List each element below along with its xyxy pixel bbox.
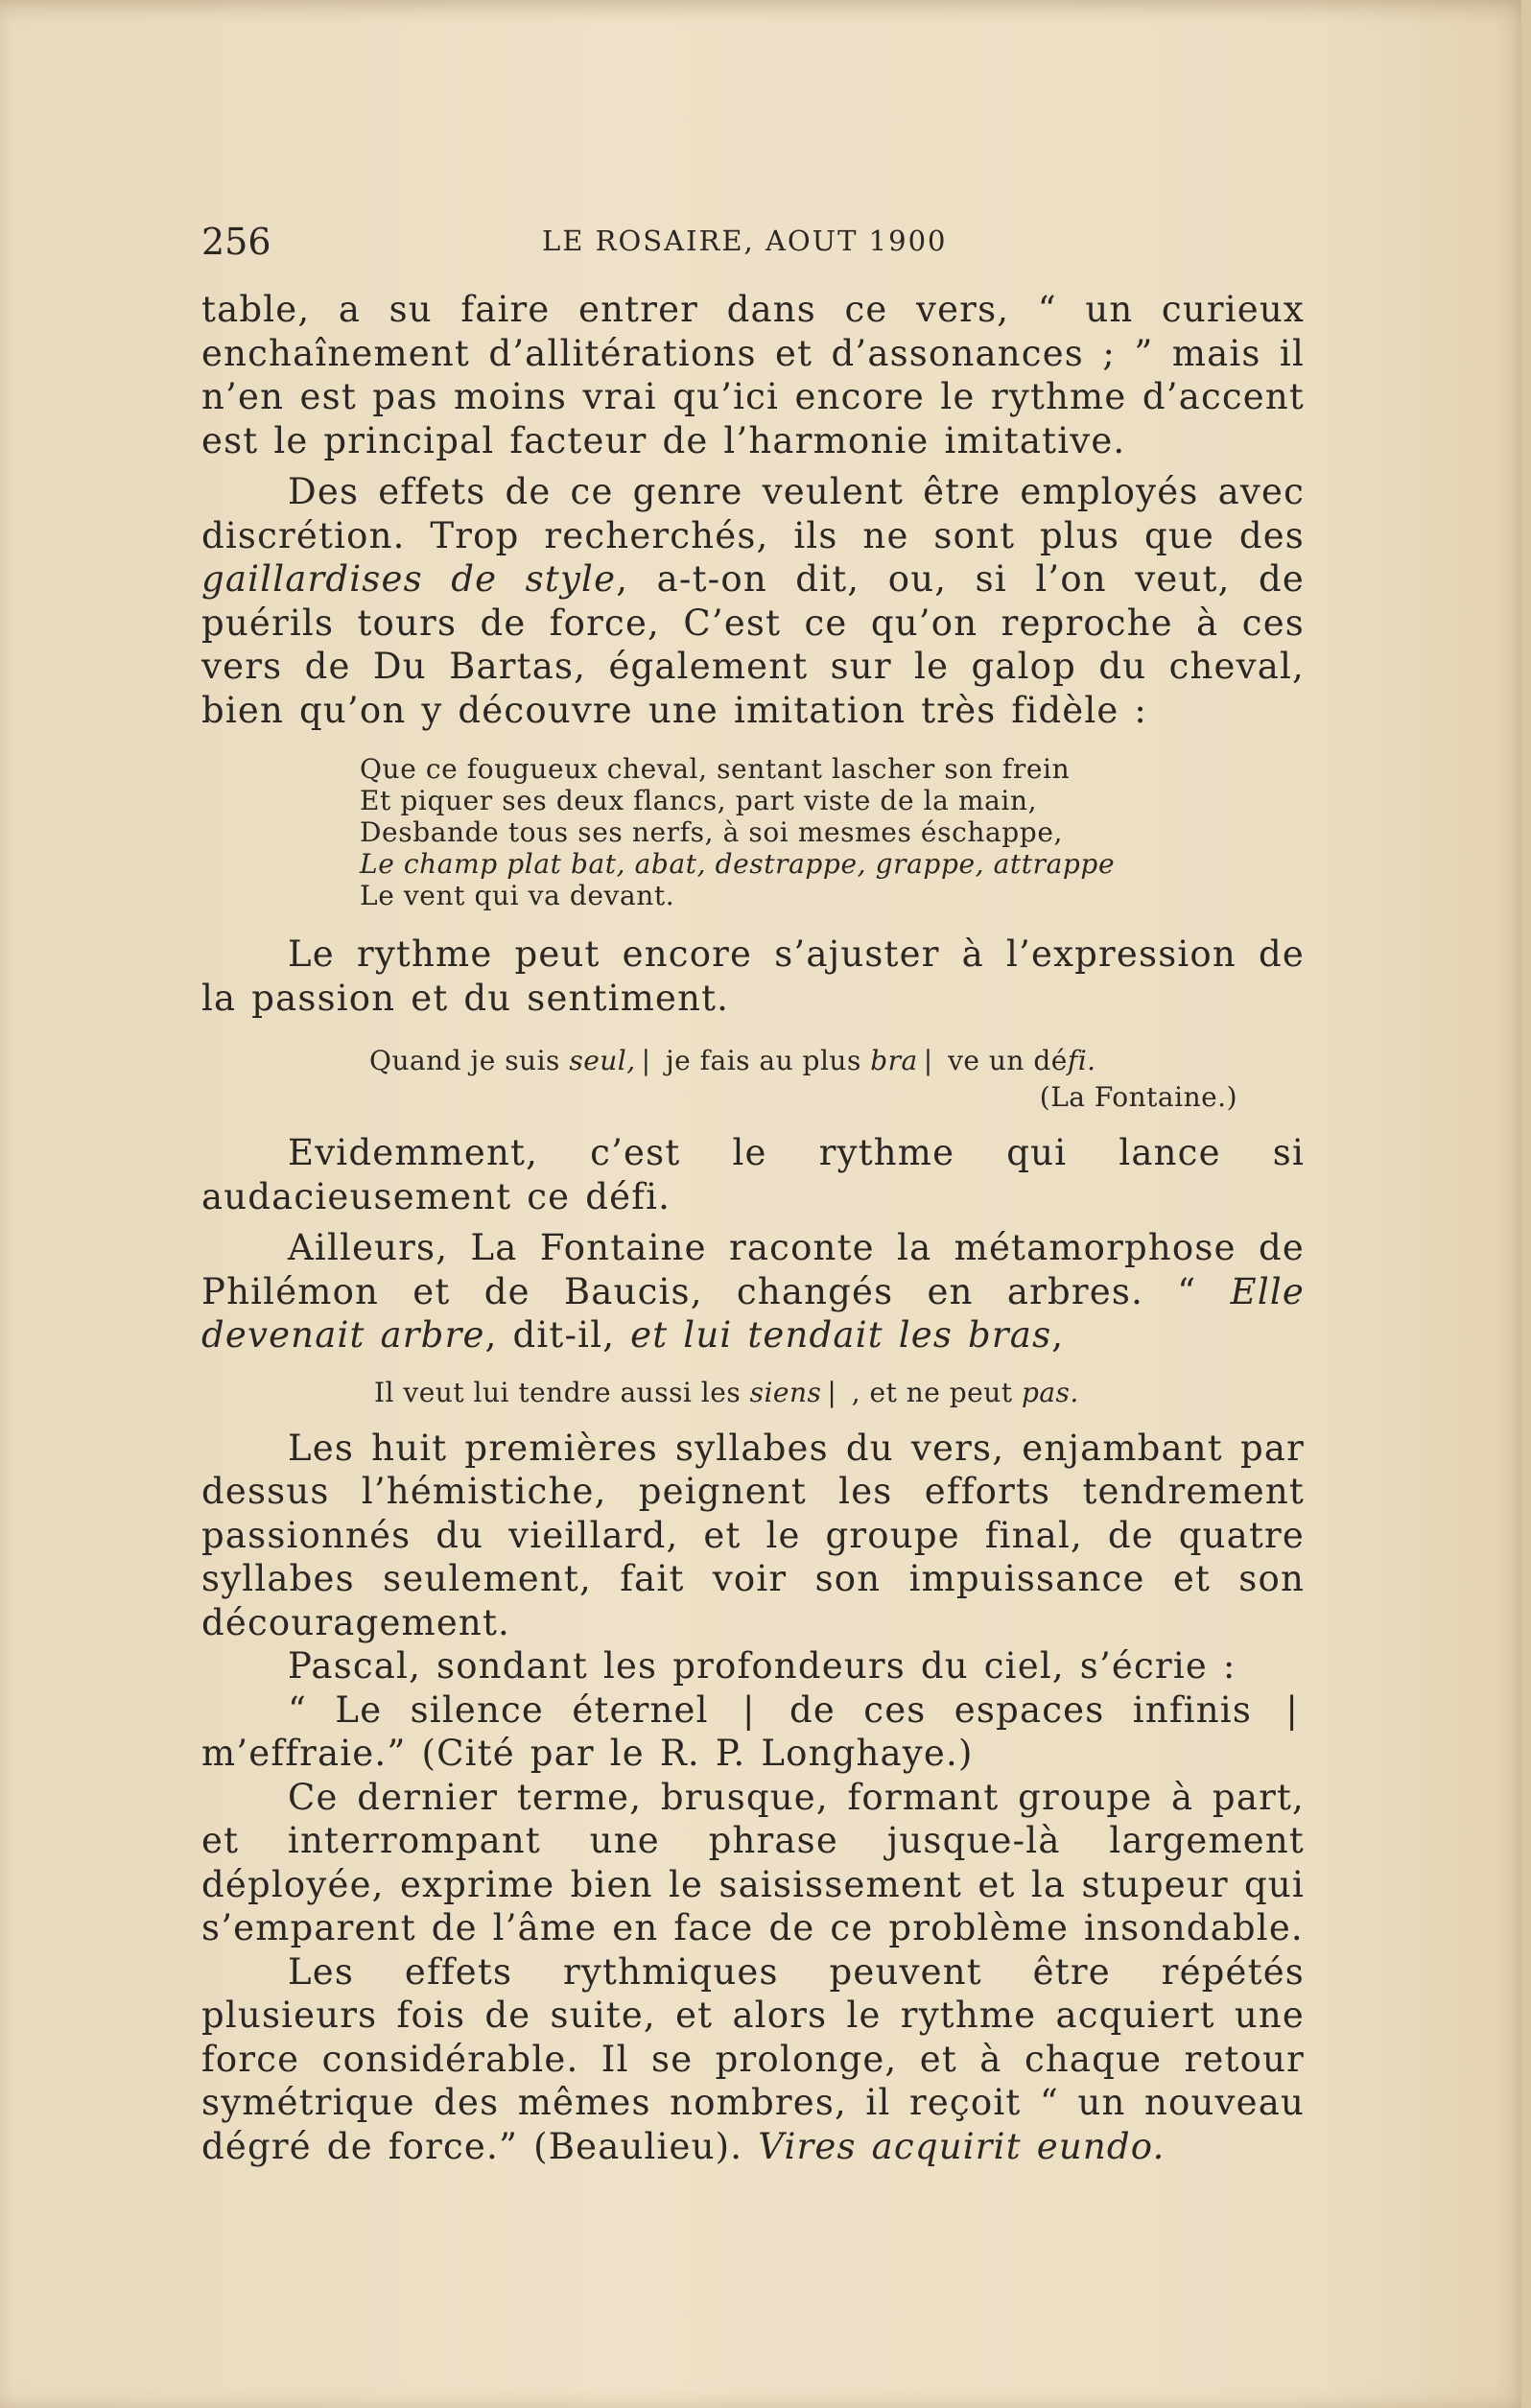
italic-run: pas.	[1021, 1376, 1079, 1408]
paragraph-continuation	[201, 288, 1305, 462]
text-run: Les effets rythmiques peuvent être répétés plusieurs fois de suite, et alors le rythme acquiert une force considérable. Il se prolonge, et à chaque retour symétrique des mêmes nombres, il reçoit “ un nouveau dégré de force.” (Beaulieu).	[201, 1950, 1305, 2167]
text-run: Le rythme peut encore s’ajuster à l’expression de la passion et du sentiment.	[201, 933, 1305, 1019]
paragraph	[201, 1427, 1305, 1645]
text-run: ,	[1051, 1314, 1065, 1356]
text-run: table, a su faire entrer dans ce vers, “ un curieux enchaînement d’allitérations et d’assonances ; ” mais il n’en est pas moins vrai qu’ici encore le rythme d’accent est le principal facteur de l’harmonie imitative.	[201, 289, 1305, 461]
italic-run: Le champ plat bat, abat, destrappe, grappe, attrappe	[360, 848, 1116, 880]
caesura-mark: |	[923, 1045, 933, 1076]
italic-run: Elle devenait arbre	[201, 1270, 1305, 1356]
verse-quotation	[374, 1375, 1305, 1411]
italic-run: Vires acquirit eundo.	[758, 2125, 1166, 2167]
caesura-mark: |	[641, 1045, 651, 1076]
text-run: Il veut lui tendre aussi les	[374, 1376, 750, 1408]
italic-run: siens	[749, 1376, 822, 1408]
caesura-mark: |	[827, 1376, 837, 1408]
text-run: Pascal, sondant les profondeurs du ciel, s’écrie :	[288, 1645, 1237, 1687]
verse-line: Desbande tous ses nerfs, à soi mesmes éschappe,	[360, 816, 1063, 848]
italic-run: gaillardises de style	[201, 558, 617, 600]
verse-line: Et piquer ses deux flancs, part viste de la main,	[360, 785, 1038, 816]
paragraph	[201, 1131, 1305, 1218]
caesura-mark: |	[742, 1688, 756, 1731]
verse-line	[369, 1043, 1305, 1079]
text-run: je fais au plus	[656, 1045, 871, 1076]
caesura-mark: |	[1285, 1688, 1299, 1731]
text-run: Ailleurs, La Fontaine raconte la métamorphose de Philémon et de Baucis, changés en arbres. “	[201, 1227, 1305, 1312]
quote-attribution: (La Fontaine.)	[1039, 1081, 1237, 1113]
paragraph	[201, 470, 1305, 732]
text-run: , et ne peut	[842, 1376, 1022, 1408]
page-body	[201, 288, 1305, 2168]
verse-line: Le vent qui va devant.	[360, 880, 675, 911]
paragraph	[201, 1950, 1305, 2169]
text-run: Les huit premières syllabes du vers, enjambant par dessus l’hémistiche, peignent les efforts tendrement passionnés du vieillard, et le groupe final, de quatre syllabes seulement, fait voir son impuissance et son découragement.	[201, 1427, 1305, 1643]
text-run: , a-t-on dit, ou, si l’on veut, de puérils tours de force, C’est ce qu’on reproche à ces vers de Du Bartas, également sur le galop du cheval, bien qu’on y découvre une imitation très fidèle :	[201, 558, 1305, 731]
text-run: Ce dernier terme, brusque, formant groupe à part, et interrompant une phrase jusque-là largement déployée, exprime bien le saisissement et la stupeur qui s’emparent de l’âme en face de ce problème insondable.	[201, 1776, 1305, 1948]
italic-run: et lui tendait les bras	[630, 1314, 1052, 1356]
page-header	[201, 221, 1305, 263]
paragraph	[201, 933, 1305, 1020]
verse-quotation	[369, 1043, 1305, 1116]
text-run: de ces espaces infinis	[761, 1688, 1281, 1731]
text-run: Des effets de ce genre veulent être employés avec discrétion. Trop recherchés, ils ne sont plus que des	[201, 471, 1305, 556]
paragraph	[201, 1776, 1305, 1950]
text-run: ve un dé	[938, 1045, 1068, 1076]
text-run: Evidemment, c’est le rythme qui lance si audacieusement ce défi.	[201, 1132, 1305, 1217]
page-number: 256	[201, 221, 271, 263]
paragraph	[201, 1688, 1305, 1776]
page-edge	[1521, 0, 1531, 2408]
paragraph	[201, 1644, 1305, 1688]
text-run: m’effraie.” (Cité par le R. P. Longhaye.)	[201, 1733, 974, 1774]
italic-run: fi.	[1067, 1045, 1096, 1076]
text-run: Quand je suis	[369, 1045, 570, 1076]
verse-quotation	[360, 753, 1305, 911]
italic-run: seul,	[569, 1045, 636, 1076]
running-title: LE ROSAIRE, AOUT 1900	[542, 224, 948, 257]
verse-line: Que ce fougueux cheval, sentant lascher son frein	[360, 753, 1071, 785]
italic-run: bra	[870, 1045, 918, 1076]
text-run: “ Le silence éternel	[288, 1688, 737, 1731]
paragraph	[201, 1226, 1305, 1357]
verse-line	[374, 1375, 1305, 1411]
verse-line-italic	[360, 848, 1305, 880]
text-run: , dit-il,	[484, 1314, 631, 1356]
